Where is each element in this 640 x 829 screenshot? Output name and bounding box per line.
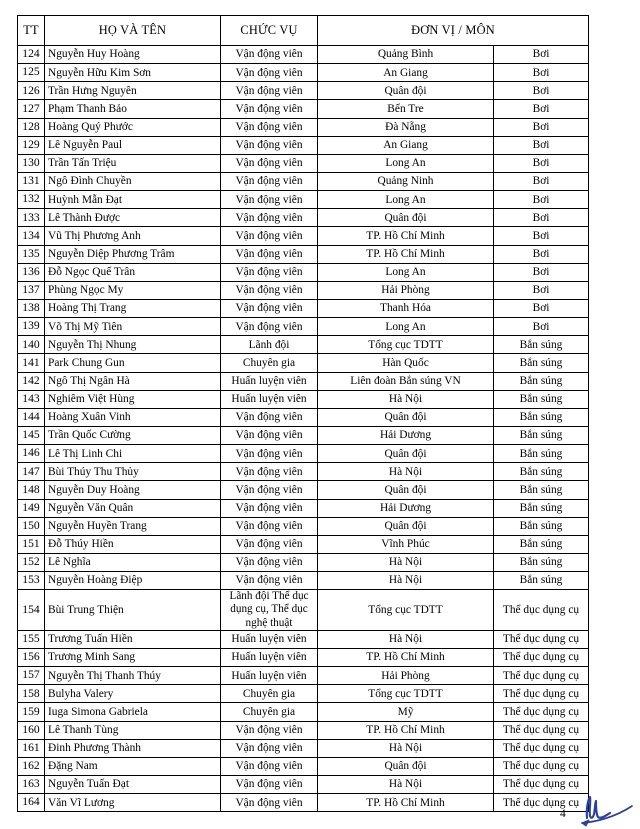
table-row (18, 245, 589, 263)
cell-unit: Hải Phòng (318, 281, 494, 299)
cell-unit: Vĩnh Phúc (318, 535, 494, 553)
cell-name: Iuga Simona Gabriela (45, 703, 221, 721)
cell-sport: Bơi (494, 191, 589, 209)
table-row (18, 64, 589, 82)
column-header-role: CHỨC VỤ (221, 16, 318, 46)
cell-sport: Bơi (494, 82, 589, 100)
cell-role: Vận động viên (221, 100, 318, 118)
cell-unit: Hải Phòng (318, 667, 494, 685)
cell-role: Lãnh đội (221, 336, 318, 354)
cell-role: Vận động viên (221, 721, 318, 739)
cell-unit: Quân đội (318, 82, 494, 100)
cell-sport: Thể dục dụng cụ (494, 776, 589, 794)
table-row (18, 649, 589, 667)
cell-tt: 135 (18, 245, 45, 263)
cell-sport: Thể dục dụng cụ (494, 630, 589, 648)
table-row (18, 209, 589, 227)
cell-tt: 131 (18, 172, 45, 190)
cell-name: Ngô Thị Ngân Hà (45, 372, 221, 390)
cell-name: Hoàng Thị Trang (45, 299, 221, 317)
cell-tt: 158 (18, 685, 45, 703)
cell-tt: 128 (18, 118, 45, 136)
cell-unit: Quân đội (318, 757, 494, 775)
table-row (18, 794, 589, 812)
cell-role: Chuyên gia (221, 354, 318, 372)
table-row (18, 630, 589, 648)
cell-sport: Bắn súng (494, 535, 589, 553)
cell-tt: 126 (18, 82, 45, 100)
cell-sport: Thể dục dụng cụ (494, 667, 589, 685)
cell-sport: Thể dục dụng cụ (494, 757, 589, 775)
cell-name: Võ Thị Mỹ Tiên (45, 318, 221, 336)
cell-name: Bùi Trung Thiện (45, 590, 221, 631)
table-row (18, 227, 589, 245)
cell-sport: Bắn súng (494, 481, 589, 499)
cell-unit: Tổng cục TDTT (318, 590, 494, 631)
table-row (18, 191, 589, 209)
cell-unit: TP. Hồ Chí Minh (318, 794, 494, 812)
cell-sport: Bơi (494, 136, 589, 154)
cell-tt: 144 (18, 408, 45, 426)
cell-sport: Thể dục dụng cụ (494, 794, 589, 812)
cell-unit: Hà Nội (318, 463, 494, 481)
cell-unit: Hải Dương (318, 499, 494, 517)
cell-name: Trần Quốc Cường (45, 426, 221, 444)
cell-role: Vận động viên (221, 445, 318, 463)
cell-role: Vận động viên (221, 191, 318, 209)
cell-tt: 147 (18, 463, 45, 481)
cell-name: Phạm Thanh Bảo (45, 100, 221, 118)
cell-sport: Bơi (494, 172, 589, 190)
cell-sport: Bắn súng (494, 354, 589, 372)
cell-unit: Quân đội (318, 517, 494, 535)
cell-tt: 132 (18, 191, 45, 209)
cell-role: Huấn luyện viên (221, 649, 318, 667)
table-row (18, 263, 589, 281)
page-number: 4 (560, 808, 566, 820)
cell-role: Lãnh đội Thể dục dụng cụ, Thể dục nghệ thuật (221, 590, 318, 631)
cell-unit: Quân đội (318, 445, 494, 463)
cell-name: Nguyễn Văn Quân (45, 499, 221, 517)
cell-unit: Thanh Hóa (318, 299, 494, 317)
cell-role: Chuyên gia (221, 685, 318, 703)
table-row (18, 372, 589, 390)
cell-unit: Hà Nội (318, 630, 494, 648)
table-row (18, 172, 589, 190)
cell-role: Chuyên gia (221, 703, 318, 721)
cell-role: Vận động viên (221, 517, 318, 535)
cell-tt: 157 (18, 667, 45, 685)
cell-name: Nguyễn Hoàng Điệp (45, 572, 221, 590)
cell-unit: Hà Nội (318, 739, 494, 757)
cell-name: Nguyễn Thị Nhung (45, 336, 221, 354)
table-row (18, 136, 589, 154)
cell-name: Nguyễn Huy Hoàng (45, 46, 221, 64)
table-row (18, 281, 589, 299)
cell-tt: 127 (18, 100, 45, 118)
cell-unit: An Giang (318, 64, 494, 82)
cell-sport: Bắn súng (494, 408, 589, 426)
cell-unit: Long An (318, 263, 494, 281)
cell-name: Park Chung Gun (45, 354, 221, 372)
table-row (18, 481, 589, 499)
cell-sport: Bơi (494, 263, 589, 281)
cell-unit: TP. Hồ Chí Minh (318, 227, 494, 245)
cell-role: Vận động viên (221, 154, 318, 172)
cell-tt: 160 (18, 721, 45, 739)
cell-unit: Mỹ (318, 703, 494, 721)
table-row (18, 299, 589, 317)
cell-sport: Bắn súng (494, 445, 589, 463)
table-row (18, 336, 589, 354)
cell-name: Nguyễn Thị Thanh Thúy (45, 667, 221, 685)
cell-name: Trần Hưng Nguyên (45, 82, 221, 100)
cell-sport: Bắn súng (494, 553, 589, 571)
cell-name: Huỳnh Mẫn Đạt (45, 191, 221, 209)
cell-role: Vận động viên (221, 408, 318, 426)
table-row (18, 154, 589, 172)
table-row (18, 82, 589, 100)
cell-unit: Hà Nội (318, 572, 494, 590)
roster-table (17, 15, 589, 812)
cell-sport: Thể dục dụng cụ (494, 590, 589, 631)
cell-tt: 152 (18, 553, 45, 571)
cell-sport: Bắn súng (494, 372, 589, 390)
table-row (18, 517, 589, 535)
cell-name: Lê Thành Được (45, 209, 221, 227)
table-row (18, 703, 589, 721)
cell-tt: 150 (18, 517, 45, 535)
cell-tt: 124 (18, 46, 45, 64)
cell-name: Trần Tấn Triệu (45, 154, 221, 172)
cell-unit: Bến Tre (318, 100, 494, 118)
cell-sport: Bơi (494, 227, 589, 245)
cell-tt: 130 (18, 154, 45, 172)
cell-unit: Hà Nội (318, 776, 494, 794)
table-row (18, 463, 589, 481)
cell-name: Bùi Thúy Thu Thủy (45, 463, 221, 481)
cell-tt: 142 (18, 372, 45, 390)
cell-unit: Tổng cục TDTT (318, 685, 494, 703)
cell-tt: 139 (18, 318, 45, 336)
cell-sport: Bơi (494, 100, 589, 118)
table-row (18, 572, 589, 590)
cell-sport: Bắn súng (494, 426, 589, 444)
cell-role: Vận động viên (221, 739, 318, 757)
cell-unit: Hà Nội (318, 553, 494, 571)
cell-tt: 156 (18, 649, 45, 667)
cell-sport: Bắn súng (494, 390, 589, 408)
cell-tt: 159 (18, 703, 45, 721)
cell-role: Vận động viên (221, 281, 318, 299)
cell-name: Vũ Thị Phương Anh (45, 227, 221, 245)
cell-role: Vận động viên (221, 426, 318, 444)
cell-unit: Long An (318, 154, 494, 172)
cell-tt: 155 (18, 630, 45, 648)
cell-tt: 148 (18, 481, 45, 499)
cell-name: Đỗ Thúy Hiền (45, 535, 221, 553)
cell-name: Lê Thanh Tùng (45, 721, 221, 739)
cell-tt: 164 (18, 794, 45, 812)
table-row (18, 685, 589, 703)
cell-sport: Bơi (494, 64, 589, 82)
cell-name: Lê Thị Linh Chi (45, 445, 221, 463)
cell-sport: Bơi (494, 209, 589, 227)
cell-tt: 153 (18, 572, 45, 590)
cell-sport: Bắn súng (494, 336, 589, 354)
cell-sport: Bơi (494, 318, 589, 336)
cell-tt: 141 (18, 354, 45, 372)
cell-unit: Đà Nẵng (318, 118, 494, 136)
cell-name: Hoàng Xuân Vinh (45, 408, 221, 426)
cell-name: Đinh Phương Thành (45, 739, 221, 757)
table-row (18, 721, 589, 739)
cell-unit: Long An (318, 318, 494, 336)
cell-unit: TP. Hồ Chí Minh (318, 245, 494, 263)
cell-tt: 129 (18, 136, 45, 154)
cell-sport: Bơi (494, 299, 589, 317)
cell-sport: Thể dục dụng cụ (494, 703, 589, 721)
cell-tt: 146 (18, 445, 45, 463)
cell-tt: 143 (18, 390, 45, 408)
cell-sport: Bơi (494, 281, 589, 299)
column-header-unit-sport: ĐƠN VỊ / MÔN (318, 16, 589, 46)
cell-role: Huấn luyện viên (221, 390, 318, 408)
cell-unit: Hà Nội (318, 390, 494, 408)
table-row (18, 553, 589, 571)
cell-tt: 162 (18, 757, 45, 775)
cell-role: Vận động viên (221, 757, 318, 775)
cell-name: Nguyễn Hữu Kim Sơn (45, 64, 221, 82)
cell-name: Đặng Nam (45, 757, 221, 775)
cell-role: Vận động viên (221, 227, 318, 245)
cell-role: Vận động viên (221, 535, 318, 553)
cell-role: Vận động viên (221, 776, 318, 794)
cell-tt: 134 (18, 227, 45, 245)
cell-unit: Quảng Bình (318, 46, 494, 64)
cell-sport: Bắn súng (494, 517, 589, 535)
cell-role: Vận động viên (221, 172, 318, 190)
table-row (18, 354, 589, 372)
cell-role: Vận động viên (221, 463, 318, 481)
table-row (18, 590, 589, 631)
header-row (18, 16, 589, 46)
cell-name: Phùng Ngọc My (45, 281, 221, 299)
cell-role: Vận động viên (221, 553, 318, 571)
table-row (18, 667, 589, 685)
cell-role: Huấn luyện viên (221, 667, 318, 685)
cell-name: Nguyễn Diệp Phương Trâm (45, 245, 221, 263)
cell-unit: TP. Hồ Chí Minh (318, 721, 494, 739)
cell-tt: 136 (18, 263, 45, 281)
cell-role: Vận động viên (221, 499, 318, 517)
table-row (18, 318, 589, 336)
cell-sport: Thể dục dụng cụ (494, 649, 589, 667)
cell-unit: TP. Hồ Chí Minh (318, 649, 494, 667)
cell-sport: Bơi (494, 154, 589, 172)
table-row (18, 408, 589, 426)
table-row (18, 535, 589, 553)
cell-name: Đỗ Ngọc Quế Trân (45, 263, 221, 281)
cell-tt: 133 (18, 209, 45, 227)
column-header-tt: TT (18, 16, 45, 46)
cell-name: Trương Tuấn Hiền (45, 630, 221, 648)
cell-sport: Bắn súng (494, 572, 589, 590)
cell-role: Vận động viên (221, 82, 318, 100)
cell-role: Vận động viên (221, 136, 318, 154)
cell-name: Trương Minh Sang (45, 649, 221, 667)
cell-sport: Thể dục dụng cụ (494, 721, 589, 739)
cell-name: Văn Vĩ Lương (45, 794, 221, 812)
table-row (18, 46, 589, 64)
cell-role: Vận động viên (221, 572, 318, 590)
cell-tt: 137 (18, 281, 45, 299)
cell-tt: 140 (18, 336, 45, 354)
cell-role: Vận động viên (221, 263, 318, 281)
cell-tt: 161 (18, 739, 45, 757)
cell-unit: Quảng Ninh (318, 172, 494, 190)
cell-role: Huấn luyện viên (221, 372, 318, 390)
cell-name: Nguyễn Tuấn Đạt (45, 776, 221, 794)
cell-sport: Bơi (494, 245, 589, 263)
cell-unit: An Giang (318, 136, 494, 154)
cell-tt: 145 (18, 426, 45, 444)
cell-name: Bulyha Valery (45, 685, 221, 703)
cell-name: Nguyễn Duy Hoàng (45, 481, 221, 499)
cell-sport: Bắn súng (494, 463, 589, 481)
cell-tt: 151 (18, 535, 45, 553)
column-header-name: HỌ VÀ TÊN (45, 16, 221, 46)
cell-sport: Bơi (494, 46, 589, 64)
cell-unit: Hải Dương (318, 426, 494, 444)
cell-role: Vận động viên (221, 299, 318, 317)
cell-role: Vận động viên (221, 481, 318, 499)
cell-tt: 154 (18, 590, 45, 631)
cell-sport: Bơi (494, 118, 589, 136)
cell-sport: Bắn súng (494, 499, 589, 517)
table-row (18, 390, 589, 408)
cell-role: Vận động viên (221, 245, 318, 263)
cell-name: Ngô Đình Chuyền (45, 172, 221, 190)
table-row (18, 757, 589, 775)
cell-unit: Liên đoàn Bắn súng VN (318, 372, 494, 390)
cell-role: Huấn luyện viên (221, 630, 318, 648)
table-row (18, 445, 589, 463)
cell-name: Lê Nguyễn Paul (45, 136, 221, 154)
cell-unit: Long An (318, 191, 494, 209)
cell-name: Hoàng Quý Phước (45, 118, 221, 136)
table-row (18, 118, 589, 136)
table-row (18, 776, 589, 794)
cell-role: Vận động viên (221, 64, 318, 82)
table-header (18, 16, 589, 46)
cell-tt: 138 (18, 299, 45, 317)
cell-role: Vận động viên (221, 318, 318, 336)
cell-sport: Thể dục dụng cụ (494, 685, 589, 703)
cell-role: Vận động viên (221, 46, 318, 64)
cell-unit: Tổng cục TDTT (318, 336, 494, 354)
cell-role: Vận động viên (221, 794, 318, 812)
cell-tt: 125 (18, 64, 45, 82)
cell-role: Vận động viên (221, 118, 318, 136)
table-row (18, 426, 589, 444)
table-row (18, 100, 589, 118)
cell-unit: Quân đội (318, 408, 494, 426)
cell-name: Lê Nghĩa (45, 553, 221, 571)
table-row (18, 499, 589, 517)
cell-unit: Quân đội (318, 209, 494, 227)
cell-tt: 163 (18, 776, 45, 794)
cell-unit: Hàn Quốc (318, 354, 494, 372)
table-row (18, 739, 589, 757)
cell-role: Vận động viên (221, 209, 318, 227)
cell-unit: Quân đội (318, 481, 494, 499)
cell-name: Nguyễn Huyền Trang (45, 517, 221, 535)
cell-tt: 149 (18, 499, 45, 517)
cell-sport: Thể dục dụng cụ (494, 739, 589, 757)
cell-name: Nghiêm Việt Hùng (45, 390, 221, 408)
table-body (18, 46, 589, 812)
